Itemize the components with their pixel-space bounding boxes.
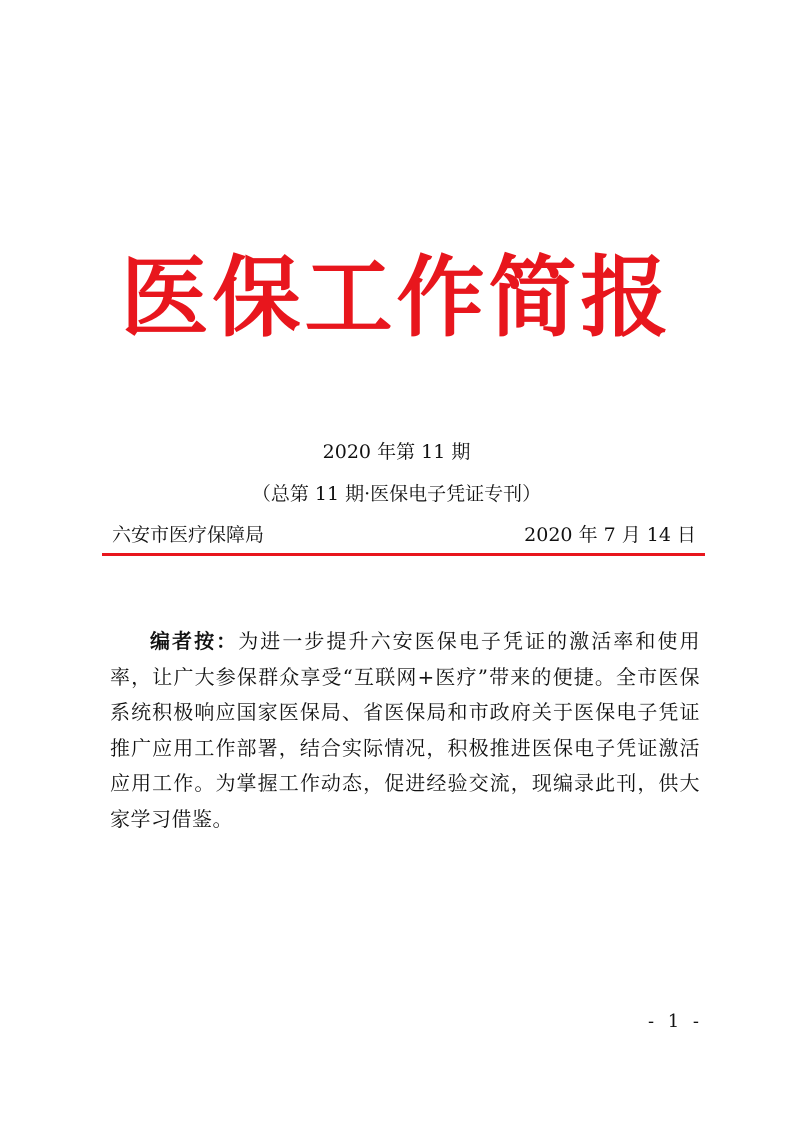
editor-note: [110, 624, 700, 838]
publisher-organization: 六安市医疗保障局: [112, 524, 265, 546]
issue-number: 2020 年第 11 期: [322, 441, 471, 463]
issue-subtitle: （总第 11 期·医保电子凭证专刊）: [251, 483, 542, 505]
red-divider-rule: [102, 553, 705, 556]
editor-note-text: 为进一步提升六安医保电子凭证的激活率和使用率，让广大参保群众享受“互联网+医疗”带来的便捷。全市医保系统积极响应国家医保局、省医保局和市政府关于医保电子凭证推广应用工作部署，结合实际情况，积极推进医保电子凭证激活应用工作。为掌握工作动态，促进经验交流，现编录此刊，供大家学习借鉴。: [110, 629, 700, 831]
masthead-title: 医保工作简报: [120, 245, 673, 349]
page-number: - 1 -: [647, 1011, 703, 1032]
editor-note-label: 编者按：: [150, 629, 239, 653]
publish-date: 2020 年 7 月 14 日: [524, 524, 696, 546]
